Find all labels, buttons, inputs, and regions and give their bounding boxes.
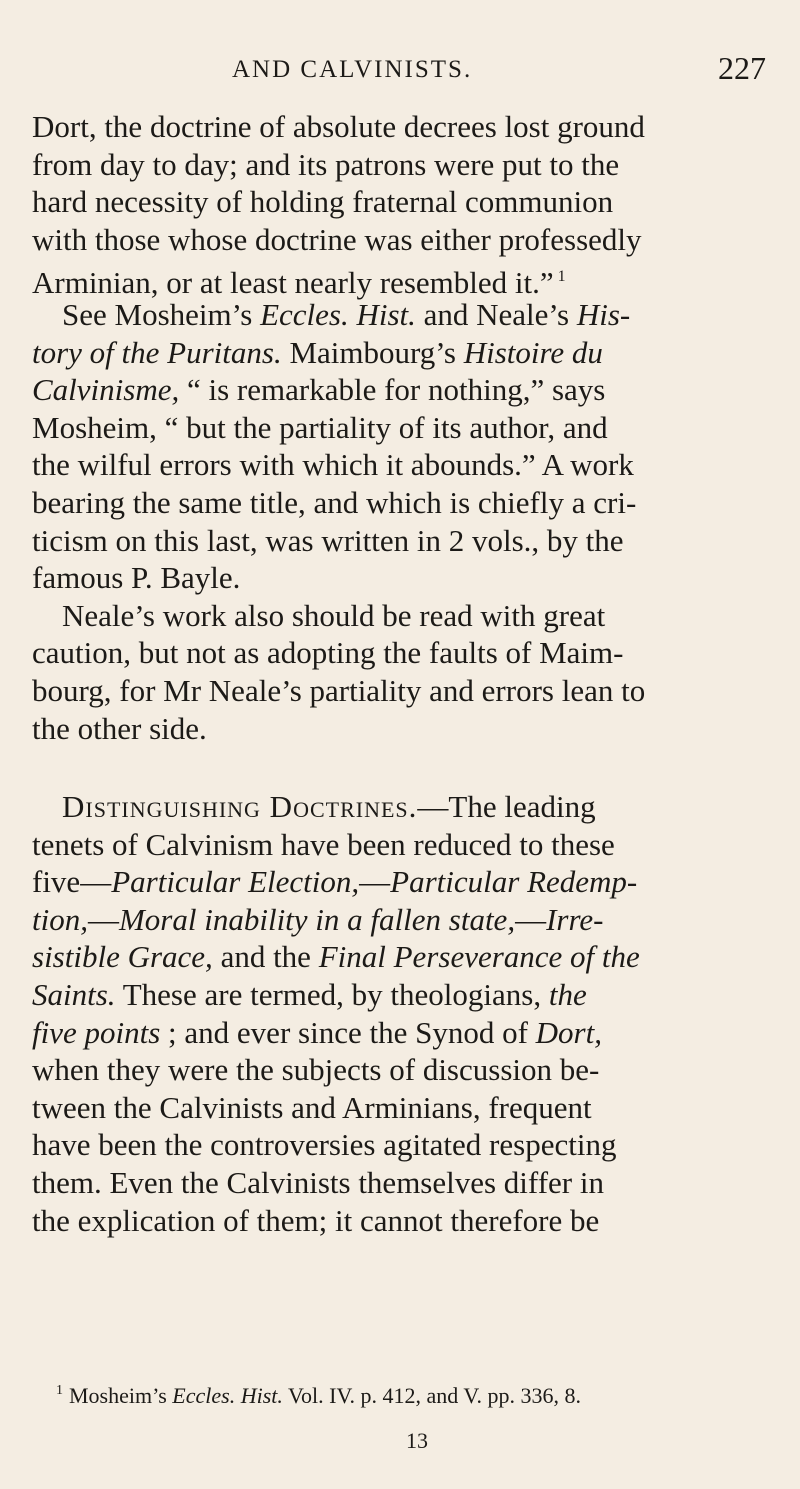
italic-term: sistible Grace, — [32, 939, 213, 975]
text-line — [32, 334, 772, 372]
text-line: hard necessity of holding fraternal communion — [32, 184, 614, 220]
body-text — [32, 108, 772, 1239]
text-run: See Mosheim’s — [62, 296, 261, 332]
italic-title: tory of the Puritans. — [32, 334, 282, 370]
text-line — [32, 901, 772, 939]
text-line — [32, 258, 772, 301]
text-run: Mosheim’s — [69, 1383, 173, 1408]
paragraph-1 — [32, 108, 772, 301]
text-run: “ is remarkable for nothing,” says — [179, 372, 606, 408]
page-number: 227 — [718, 50, 766, 86]
text-run: — — [359, 864, 391, 900]
text-line: ticism on this last, was written in 2 vols., by the — [32, 522, 624, 558]
paragraph-3 — [32, 597, 772, 747]
running-head — [0, 48, 800, 88]
text-line: tenets of Calvinism have been reduced to these — [32, 826, 615, 862]
footnote — [56, 1383, 776, 1409]
text-run: Maimbourg’s — [281, 334, 464, 370]
text-line: tween the Calvinists and Arminians, frequent — [32, 1089, 592, 1125]
running-head-title: AND CALVINISTS. — [232, 56, 473, 83]
section-heading: Distinguishing Doctrines. — [62, 789, 418, 825]
italic-title: Calvinisme, — [32, 372, 180, 408]
text-line: bearing the same title, and which is chiefly a cri- — [32, 484, 637, 520]
text-line: Neale’s work also should be read with great — [62, 597, 606, 633]
italic-title: His- — [576, 296, 631, 332]
italic-term: Particular Redemp- — [390, 864, 638, 900]
text-run: — — [515, 901, 547, 937]
text-run: Vol. IV. p. 412, and V. pp. 336, 8. — [282, 1383, 581, 1408]
italic-title: Histoire du — [463, 334, 603, 370]
text-line: bourg, for Mr Neale’s partiality and errors lean to — [32, 672, 646, 708]
signature-mark: 13 — [406, 1428, 428, 1453]
text-run: —The leading — [417, 789, 596, 825]
italic-term: Particular Election, — [111, 864, 360, 900]
text-line — [32, 976, 772, 1014]
text-line — [32, 1014, 772, 1052]
text-line — [32, 371, 772, 409]
text-run: and the — [212, 939, 319, 975]
text-line — [32, 788, 772, 826]
text-line: the wilful errors with which it abounds.” A work — [32, 447, 634, 483]
italic-term: Irre- — [546, 901, 604, 937]
text-line — [32, 863, 772, 901]
paragraph-4 — [32, 788, 772, 1239]
text-line — [32, 938, 772, 976]
text-run: and Neale’s — [415, 296, 577, 332]
italic-term: five points — [32, 1014, 161, 1050]
italic-title: Eccles. Hist. — [260, 296, 416, 332]
italic-term: Saints. — [32, 977, 116, 1013]
italic-term: the — [548, 977, 587, 1013]
text-run: five— — [32, 864, 112, 900]
text-line: with those whose doctrine was either professedly — [32, 221, 642, 257]
text-run: Arminian, or at least nearly resembled it.” — [32, 265, 554, 301]
text-line: have been the controversies agitated respecting — [32, 1127, 617, 1163]
text-line: the explication of them; it cannot therefore be — [32, 1202, 600, 1238]
text-line: famous P. Bayle. — [32, 560, 241, 596]
text-line — [32, 296, 772, 334]
text-line: when they were the subjects of discussion be- — [32, 1052, 600, 1088]
italic-title: Eccles. Hist. — [172, 1383, 283, 1408]
text-run: ; and ever since the Synod of — [160, 1014, 536, 1050]
text-line: Mosheim, “ but the partiality of its author, and — [32, 409, 608, 445]
text-line: them. Even the Calvinists themselves differ in — [32, 1165, 604, 1201]
text-line: Dort, the doctrine of absolute decrees lost ground — [32, 109, 645, 144]
footnote-mark: 1 — [56, 1383, 63, 1398]
text-run: — — [87, 901, 119, 937]
text-line: the other side. — [32, 710, 207, 746]
italic-term: tion, — [32, 901, 88, 937]
text-line: caution, but not as adopting the faults of Maim- — [32, 635, 624, 671]
italic-term: Dort, — [535, 1014, 602, 1050]
italic-term: Final Perseverance of the — [318, 939, 640, 975]
section-spacer — [32, 747, 772, 788]
footnote-reference: 1 — [557, 268, 566, 286]
italic-term: Moral inability in a fallen state, — [118, 901, 516, 937]
text-run: These are termed, by theologians, — [115, 977, 549, 1013]
paragraph-2 — [32, 296, 772, 597]
text-line: from day to day; and its patrons were put to the — [32, 146, 620, 182]
